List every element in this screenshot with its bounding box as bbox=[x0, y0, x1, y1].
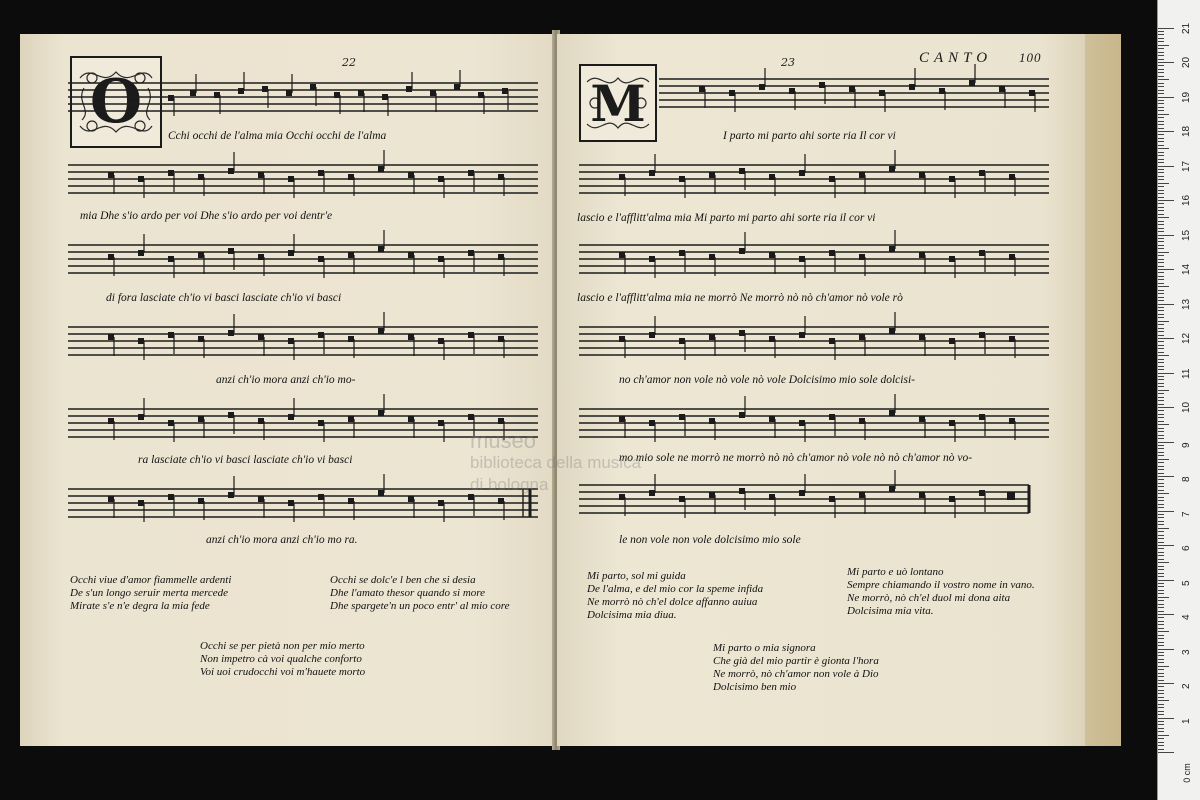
ruler-tick bbox=[1158, 90, 1164, 91]
ruler-tick bbox=[1158, 597, 1169, 598]
ruler-tick bbox=[1158, 231, 1164, 232]
ruler-tick bbox=[1158, 172, 1164, 173]
ruler-tick bbox=[1158, 400, 1164, 401]
verse-line: Dolcisima mia vita. bbox=[847, 605, 934, 617]
verse-column-center bbox=[200, 640, 365, 679]
verse-line: Occhi se dolc'e l ben che si desia bbox=[330, 574, 476, 586]
ruler-tick bbox=[1158, 738, 1164, 739]
ruler-tick bbox=[1158, 745, 1164, 746]
ruler-tick bbox=[1158, 83, 1164, 84]
page-number: 23 bbox=[781, 56, 795, 69]
ruler-tick bbox=[1158, 704, 1164, 705]
ruler-tick bbox=[1158, 355, 1169, 356]
ruler-tick bbox=[1158, 259, 1164, 260]
ruler-tick bbox=[1158, 393, 1164, 394]
ruler-tick bbox=[1158, 286, 1169, 287]
lyric-line: mo mio sole ne morrò ne morrò nò nò ch'amor nò vole nò nò ch'amor nò vo- bbox=[619, 452, 973, 464]
ruler-tick bbox=[1158, 331, 1164, 332]
ruler-tick bbox=[1158, 31, 1164, 32]
lyric-line: anzi ch'io mora anzi ch'io mo- bbox=[216, 374, 356, 386]
ruler-tick bbox=[1158, 445, 1164, 446]
lyric-line: di fora lasciate ch'io vi basci lasciate ch'io vi basci bbox=[106, 292, 342, 304]
verse-line: De s'un longo seruir merta mercede bbox=[70, 587, 229, 599]
ruler-tick bbox=[1158, 583, 1164, 584]
ruler-tick bbox=[1158, 469, 1164, 470]
verse-line: Mi parto e uò lontano bbox=[847, 566, 944, 578]
staff bbox=[68, 404, 538, 444]
ruler-tick bbox=[1158, 473, 1164, 474]
ruler-tick bbox=[1158, 69, 1164, 70]
ruler-tick bbox=[1158, 124, 1164, 125]
ruler-tick bbox=[1158, 690, 1164, 691]
ruler-tick bbox=[1158, 241, 1164, 242]
initial-letter: O bbox=[89, 67, 143, 137]
ruler-number: 21 bbox=[1181, 22, 1192, 34]
ruler-tick bbox=[1158, 479, 1164, 480]
ruler-tick bbox=[1158, 421, 1164, 422]
ruler-tick bbox=[1158, 279, 1164, 280]
verse-line: Non impetro cà voi qualche conforto bbox=[200, 653, 362, 665]
verse-line: Voi uoi crudocchi voi m'hauete morto bbox=[200, 666, 366, 678]
ruler-tick bbox=[1158, 424, 1169, 425]
lyric-line: anzi ch'io mora anzi ch'io mo ra. bbox=[206, 534, 358, 546]
ruler-tick bbox=[1158, 721, 1164, 722]
staff bbox=[68, 484, 538, 524]
ruler-tick bbox=[1158, 535, 1164, 536]
ruler-tick bbox=[1158, 314, 1164, 315]
staff bbox=[68, 78, 538, 118]
lyric-line: lascio e l'afflitt'alma mia Mi parto mi parto ahi sorte ria il cor vi bbox=[577, 212, 876, 224]
staff bbox=[68, 322, 538, 362]
verse-line: De l'alma, e del mio cor la speme infida bbox=[587, 583, 764, 595]
lyric-line: lascio e l'afflitt'alma mia ne morrò Ne morrò nò nò ch'amor nò vole rò bbox=[577, 292, 903, 304]
staff bbox=[579, 74, 1049, 114]
ruler-tick bbox=[1158, 155, 1164, 156]
lyric-line: no ch'amor non vole nò vole nò vole Dolcisimo mio sole dolcisi- bbox=[619, 374, 915, 386]
ruler-tick bbox=[1158, 455, 1164, 456]
ruler-tick bbox=[1158, 214, 1164, 215]
right-page bbox=[557, 34, 1085, 746]
ruler-tick bbox=[1158, 141, 1164, 142]
ruler-tick bbox=[1158, 76, 1164, 77]
ruler-tick bbox=[1158, 555, 1164, 556]
ruler-number: 7 bbox=[1181, 510, 1192, 517]
ruler-tick bbox=[1158, 707, 1164, 708]
ruler-tick bbox=[1158, 524, 1164, 525]
ruler-tick bbox=[1158, 511, 1174, 512]
ruler-tick bbox=[1158, 148, 1169, 149]
ruler-tick bbox=[1158, 186, 1164, 187]
ruler-tick bbox=[1158, 686, 1164, 687]
ruler-tick bbox=[1158, 86, 1164, 87]
ruler-tick bbox=[1158, 466, 1164, 467]
ruler-tick bbox=[1158, 621, 1164, 622]
ruler-tick bbox=[1158, 624, 1164, 625]
ruler-tick bbox=[1158, 431, 1164, 432]
ruler-tick bbox=[1158, 228, 1164, 229]
ruler-tick bbox=[1158, 55, 1164, 56]
ruler-tick bbox=[1158, 462, 1164, 463]
ruler-tick bbox=[1158, 576, 1164, 577]
ruler-tick bbox=[1158, 293, 1164, 294]
ruler-tick bbox=[1158, 217, 1169, 218]
verse-line: Mi parto o mia signora bbox=[713, 642, 816, 654]
ruler-tick bbox=[1158, 645, 1164, 646]
ruler-tick bbox=[1158, 183, 1169, 184]
ruler-tick bbox=[1158, 607, 1164, 608]
ruler-tick bbox=[1158, 224, 1164, 225]
ruler-tick bbox=[1158, 97, 1174, 98]
ruler-tick bbox=[1158, 93, 1164, 94]
page-number: 22 bbox=[342, 56, 356, 69]
ruler-number: 4 bbox=[1181, 614, 1192, 620]
ruler-tick bbox=[1158, 483, 1164, 484]
ruler-tick bbox=[1158, 41, 1164, 42]
ruler-tick bbox=[1158, 580, 1174, 581]
ruler-tick bbox=[1158, 659, 1164, 660]
catalog-number: 100 bbox=[1019, 50, 1042, 65]
ruler-tick bbox=[1158, 317, 1164, 318]
ruler-number: 15 bbox=[1181, 229, 1192, 241]
ruler-tick bbox=[1158, 255, 1164, 256]
ruler-tick bbox=[1158, 369, 1164, 370]
verse-column-2 bbox=[847, 566, 1035, 618]
ruler-tick bbox=[1158, 569, 1164, 570]
verse-line: Ne morrò, nò ch'amor non vole à Dio bbox=[713, 668, 879, 680]
ruler-tick bbox=[1158, 642, 1164, 643]
ruler-tick bbox=[1158, 373, 1174, 374]
ruler-number: 17 bbox=[1181, 160, 1192, 172]
ruler-tick bbox=[1158, 493, 1169, 494]
ruler-tick bbox=[1158, 590, 1164, 591]
ruler-tick bbox=[1158, 48, 1164, 49]
ruler-tick bbox=[1158, 352, 1164, 353]
ruler-tick bbox=[1158, 235, 1174, 236]
ruler-tick bbox=[1158, 435, 1164, 436]
ruler-tick bbox=[1158, 114, 1169, 115]
ruler-tick bbox=[1158, 486, 1164, 487]
ruler-tick bbox=[1158, 566, 1164, 567]
ruler-tick bbox=[1158, 724, 1164, 725]
ruler-number: 14 bbox=[1181, 263, 1192, 275]
lyric-line: ra lasciate ch'io vi basci lasciate ch'io vi basci bbox=[138, 454, 353, 466]
ruler-tick bbox=[1158, 34, 1164, 35]
lyric-line: le non vole non vole dolcisimo mio sole bbox=[619, 534, 801, 546]
ruler-tick bbox=[1158, 680, 1164, 681]
ruler-tick bbox=[1158, 497, 1164, 498]
ruler-number: 13 bbox=[1181, 298, 1192, 310]
ruler-tick bbox=[1158, 272, 1164, 273]
verse-line: Sempre chiamando il vostro nome in vano. bbox=[847, 579, 1035, 591]
ruler-tick bbox=[1158, 200, 1174, 201]
ruler-tick bbox=[1158, 52, 1164, 53]
ruler-tick bbox=[1158, 417, 1164, 418]
ruler-tick bbox=[1158, 611, 1164, 612]
staff bbox=[68, 240, 538, 280]
ruler-tick bbox=[1158, 28, 1174, 29]
verse-column-1 bbox=[70, 574, 231, 613]
initial-letter: M bbox=[590, 73, 646, 133]
ruler-tick bbox=[1158, 362, 1164, 363]
ruler-number: 16 bbox=[1181, 194, 1192, 206]
ruler-tick bbox=[1158, 341, 1164, 342]
ruler-tick bbox=[1158, 304, 1174, 305]
ruler-tick bbox=[1158, 573, 1164, 574]
ruler-tick bbox=[1158, 662, 1164, 663]
ruler-tick bbox=[1158, 604, 1164, 605]
verse-line: Mirate s'e n'e degra la mia fede bbox=[70, 600, 210, 612]
ruler-tick bbox=[1158, 742, 1164, 743]
ruler-tick bbox=[1158, 752, 1174, 753]
ruler-tick bbox=[1158, 635, 1164, 636]
ruler-tick bbox=[1158, 442, 1174, 443]
ruler-tick bbox=[1158, 476, 1174, 477]
left-page bbox=[20, 34, 555, 746]
ruler-tick bbox=[1158, 507, 1164, 508]
ruler-tick bbox=[1158, 321, 1169, 322]
ruler-tick bbox=[1158, 328, 1164, 329]
ruler-tick bbox=[1158, 145, 1164, 146]
ruler-tick bbox=[1158, 307, 1164, 308]
ruler-tick bbox=[1158, 72, 1164, 73]
watermark-line: biblioteca della musica bbox=[470, 453, 642, 472]
ruler-tick bbox=[1158, 545, 1174, 546]
ruler-tick bbox=[1158, 407, 1174, 408]
ruler-tick bbox=[1158, 614, 1174, 615]
verse-line: Dolcisimo ben mio bbox=[713, 681, 797, 693]
ruler-tick bbox=[1158, 45, 1169, 46]
ruler-tick bbox=[1158, 121, 1164, 122]
staff bbox=[68, 160, 538, 200]
lyric-line: I parto mi parto ahi sorte ria Il cor vi bbox=[723, 130, 896, 142]
ruler-tick bbox=[1158, 266, 1164, 267]
verse-line: Dolcisima mia diua. bbox=[587, 609, 677, 621]
ruler-number: 20 bbox=[1181, 56, 1192, 68]
ruler-tick bbox=[1158, 190, 1164, 191]
ruler-tick bbox=[1158, 514, 1164, 515]
ruler-tick bbox=[1158, 517, 1164, 518]
ruler-tick bbox=[1158, 162, 1164, 163]
ruler-tick bbox=[1158, 638, 1164, 639]
ruler-tick bbox=[1158, 376, 1164, 377]
ruler-tick bbox=[1158, 59, 1164, 60]
ruler-tick bbox=[1158, 697, 1164, 698]
ruler-tick bbox=[1158, 404, 1164, 405]
ruler-tick bbox=[1158, 134, 1164, 135]
ruler-tick bbox=[1158, 297, 1164, 298]
lyric-line: Cchi occhi de l'alma mia Occhi occhi de l'alma bbox=[168, 130, 387, 142]
ruler-tick bbox=[1158, 669, 1164, 670]
lyric-line: mia Dhe s'io ardo per voi Dhe s'io ardo per voi dentr'e bbox=[80, 210, 333, 222]
verse-column-1 bbox=[587, 570, 763, 622]
ruler-tick bbox=[1158, 203, 1164, 204]
ruler-tick bbox=[1158, 252, 1169, 253]
ruler-tick bbox=[1158, 676, 1164, 677]
ruler-tick bbox=[1158, 666, 1169, 667]
ruler-tick bbox=[1158, 390, 1169, 391]
ruler-tick bbox=[1158, 559, 1164, 560]
watermark-line: museo bbox=[470, 428, 537, 453]
ruler-tick bbox=[1158, 248, 1164, 249]
ruler-tick bbox=[1158, 207, 1164, 208]
ruler-tick bbox=[1158, 131, 1174, 132]
verse-line: Ne morrò, nò ch'el duol mi dona aita bbox=[847, 592, 1011, 604]
ruler-tick bbox=[1158, 728, 1164, 729]
ruler-tick bbox=[1158, 117, 1164, 118]
ruler-tick bbox=[1158, 521, 1164, 522]
ruler-tick bbox=[1158, 631, 1169, 632]
ruler-number: 9 bbox=[1181, 441, 1192, 448]
watermark-line: di bologna bbox=[470, 475, 549, 494]
ruler-tick bbox=[1158, 107, 1164, 108]
ruler-tick bbox=[1158, 138, 1164, 139]
ruler-tick bbox=[1158, 238, 1164, 239]
ruler-number: 1 bbox=[1181, 717, 1192, 724]
ruler-tick bbox=[1158, 383, 1164, 384]
ruler-tick bbox=[1158, 397, 1164, 398]
ruler-tick bbox=[1158, 262, 1164, 263]
voice-label: CANTO bbox=[919, 50, 993, 66]
ruler-tick bbox=[1158, 428, 1164, 429]
verse-line: Occhi se per pietà non per mio merto bbox=[200, 640, 365, 652]
ruler-tick bbox=[1158, 448, 1164, 449]
rear-leaf-edge bbox=[1085, 34, 1121, 746]
ruler-tick bbox=[1158, 628, 1164, 629]
ruler-tick bbox=[1158, 283, 1164, 284]
ruler-tick bbox=[1158, 711, 1164, 712]
ruler-tick bbox=[1158, 359, 1164, 360]
ruler-tick bbox=[1158, 348, 1164, 349]
ruler-tick bbox=[1158, 655, 1164, 656]
verse-column-center bbox=[713, 642, 879, 694]
ruler-number: 5 bbox=[1181, 579, 1192, 586]
ruler-tick bbox=[1158, 245, 1164, 246]
verse-column-2 bbox=[330, 574, 510, 613]
verse-line: Ne morrò nò ch'el dolce affanno auiua bbox=[587, 596, 758, 608]
ruler-tick bbox=[1158, 700, 1169, 701]
ruler-tick bbox=[1158, 593, 1164, 594]
library-watermark bbox=[470, 430, 810, 496]
staff bbox=[579, 322, 1049, 362]
ruler-tick bbox=[1158, 714, 1164, 715]
ruler-tick bbox=[1158, 38, 1164, 39]
ruler-number: 8 bbox=[1181, 476, 1192, 482]
ruler-tick bbox=[1158, 452, 1164, 453]
measuring-ruler bbox=[1157, 0, 1200, 800]
ruler-tick bbox=[1158, 169, 1164, 170]
ruler-tick bbox=[1158, 410, 1164, 411]
ruler-tick bbox=[1158, 386, 1164, 387]
ruler-tick bbox=[1158, 379, 1164, 380]
ruler-tick bbox=[1158, 731, 1164, 732]
ruler-tick bbox=[1158, 310, 1164, 311]
ruler-number: 12 bbox=[1181, 332, 1192, 344]
ruler-tick bbox=[1158, 749, 1164, 750]
ruler-number: 6 bbox=[1181, 545, 1192, 551]
ruler-tick bbox=[1158, 552, 1164, 553]
ruler-tick bbox=[1158, 335, 1164, 336]
ruler-tick bbox=[1158, 531, 1164, 532]
ruler-unit-label: 0 cm bbox=[1181, 763, 1192, 783]
ruler-tick bbox=[1158, 166, 1174, 167]
ruler-tick bbox=[1158, 542, 1164, 543]
ruler-tick bbox=[1158, 276, 1164, 277]
ruler-tick bbox=[1158, 269, 1174, 270]
ruler-tick bbox=[1158, 300, 1164, 301]
ruler-number: 18 bbox=[1181, 125, 1192, 137]
ruler-tick bbox=[1158, 152, 1164, 153]
ruler-tick bbox=[1158, 179, 1164, 180]
ruler-tick bbox=[1158, 103, 1164, 104]
ruler-tick bbox=[1158, 197, 1164, 198]
ruler-number: 19 bbox=[1181, 91, 1192, 103]
ruler-tick bbox=[1158, 528, 1169, 529]
ruler-tick bbox=[1158, 693, 1164, 694]
ruler-tick bbox=[1158, 649, 1174, 650]
ruler-tick bbox=[1158, 586, 1164, 587]
ruler-tick bbox=[1158, 62, 1174, 63]
ruler-number: 11 bbox=[1181, 368, 1192, 379]
ruler-tick bbox=[1158, 176, 1164, 177]
ruler-tick bbox=[1158, 683, 1174, 684]
ruler-tick bbox=[1158, 79, 1169, 80]
ruler-tick bbox=[1158, 290, 1164, 291]
ruler-tick bbox=[1158, 338, 1174, 339]
ruler-tick bbox=[1158, 193, 1164, 194]
ruler-tick bbox=[1158, 414, 1164, 415]
ruler-tick bbox=[1158, 210, 1164, 211]
ruler-tick bbox=[1158, 110, 1164, 111]
staff bbox=[579, 240, 1049, 280]
ruler-tick bbox=[1158, 673, 1164, 674]
verse-line: Occhi viue d'amor fiammelle ardenti bbox=[70, 574, 232, 586]
verse-line: Che già del mio partir è gionta l'hora bbox=[713, 655, 879, 667]
ruler-tick bbox=[1158, 718, 1174, 719]
ruler-tick bbox=[1158, 490, 1164, 491]
ruler-tick bbox=[1158, 617, 1164, 618]
ruler-tick bbox=[1158, 159, 1164, 160]
ruler-tick bbox=[1158, 128, 1164, 129]
verse-line: Dhe spargete'n un poco entr' al mio core bbox=[330, 600, 510, 612]
ruler-tick bbox=[1158, 500, 1164, 501]
ruler-tick bbox=[1158, 100, 1164, 101]
ruler-tick bbox=[1158, 221, 1164, 222]
ruler-tick bbox=[1158, 735, 1169, 736]
ruler-tick bbox=[1158, 562, 1169, 563]
ruler-tick bbox=[1158, 438, 1164, 439]
ruler-number: 10 bbox=[1181, 401, 1192, 413]
staff bbox=[579, 160, 1049, 200]
ruler-number: 3 bbox=[1181, 648, 1192, 655]
verse-line: Dhe l'amato thesor quando si more bbox=[330, 587, 486, 599]
ruler-tick bbox=[1158, 652, 1164, 653]
ruler-tick bbox=[1158, 345, 1164, 346]
ruler-number: 2 bbox=[1181, 683, 1192, 689]
ruler-tick bbox=[1158, 504, 1164, 505]
ruler-tick bbox=[1158, 324, 1164, 325]
ruler-tick bbox=[1158, 65, 1164, 66]
ruler-tick bbox=[1158, 548, 1164, 549]
ruler-tick bbox=[1158, 600, 1164, 601]
ruler-tick bbox=[1158, 366, 1164, 367]
verse-line: Mi parto, sol mi guida bbox=[587, 570, 686, 582]
ruler-tick bbox=[1158, 538, 1164, 539]
ruler-tick bbox=[1158, 459, 1169, 460]
